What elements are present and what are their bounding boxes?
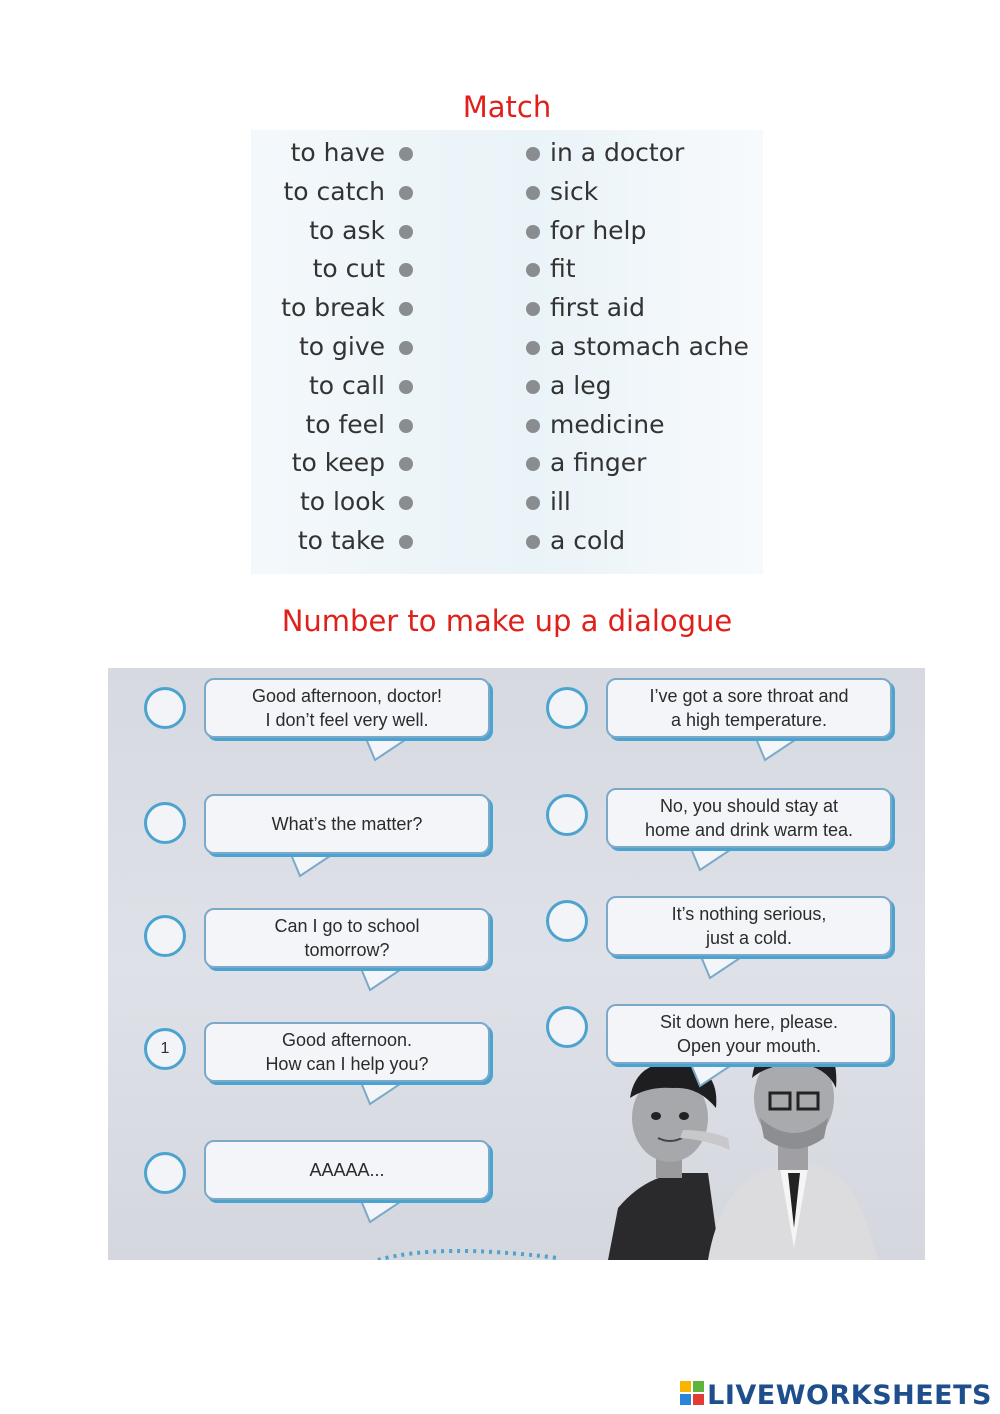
match-right-dot[interactable]	[526, 380, 540, 394]
number-answer-circle[interactable]	[144, 802, 186, 844]
logo-text: LIVEWORKSHEETS	[707, 1380, 992, 1411]
match-left-dot[interactable]	[399, 263, 413, 277]
match-right-phrase: ill	[550, 487, 571, 517]
match-left-phrase: to keep	[291, 448, 385, 478]
speech-tail-icon	[358, 1078, 418, 1108]
number-answer-circle[interactable]	[144, 687, 186, 729]
speech-tail-icon	[358, 1196, 418, 1226]
match-left-dot[interactable]	[399, 302, 413, 316]
match-row	[251, 446, 763, 485]
match-right-phrase: a stomach ache	[550, 332, 749, 361]
liveworksheets-logo	[680, 1380, 992, 1412]
speech-tail-icon	[698, 952, 758, 982]
speech-bubble: Good afternoon. How can I help you?	[204, 1022, 490, 1082]
match-left-dot[interactable]	[399, 186, 413, 200]
match-left-phrase: to ask	[309, 215, 385, 245]
match-left-phrase: to look	[299, 487, 385, 517]
match-left-dot[interactable]	[399, 341, 413, 355]
number-answer-circle[interactable]	[144, 1152, 186, 1194]
match-right-phrase: a leg	[550, 370, 612, 400]
match-left-phrase: to break	[281, 293, 385, 323]
number-answer-circle[interactable]	[546, 900, 588, 942]
match-exercise	[251, 130, 763, 574]
match-left-phrase: to take	[297, 526, 385, 555]
match-row	[251, 485, 763, 524]
match-right-phrase: for help	[550, 215, 647, 245]
speech-bubble: No, you should stay at home and drink warm tea.	[606, 788, 892, 848]
match-right-dot[interactable]	[526, 263, 540, 277]
number-answer-circle[interactable]	[546, 1006, 588, 1048]
speech-bubble: I’ve got a sore throat and a high temperature.	[606, 678, 892, 738]
match-right-phrase: medicine	[550, 409, 665, 439]
match-row	[251, 524, 763, 563]
match-row	[251, 330, 763, 369]
match-left-dot[interactable]	[399, 380, 413, 394]
speech-tail-icon	[753, 734, 813, 764]
match-right-phrase: sick	[550, 176, 599, 206]
speech-bubble: Good afternoon, doctor! I don’t feel very well.	[204, 678, 490, 738]
match-right-phrase: a finger	[550, 448, 647, 478]
match-left-dot[interactable]	[399, 496, 413, 510]
match-left-phrase: to cut	[312, 254, 385, 284]
match-right-dot[interactable]	[526, 535, 540, 549]
match-row	[251, 175, 763, 214]
match-row	[251, 136, 763, 175]
speech-bubble: What’s the matter?	[204, 794, 490, 854]
match-right-dot[interactable]	[526, 341, 540, 355]
match-row	[251, 214, 763, 253]
match-right-phrase: in a doctor	[550, 138, 685, 167]
match-row	[251, 291, 763, 330]
speech-bubble: Sit down here, please. Open your mouth.	[606, 1004, 892, 1064]
speech-tail-icon	[358, 964, 418, 994]
match-left-phrase: to give	[298, 332, 385, 361]
match-row	[251, 252, 763, 291]
speech-bubble: AAAAA...	[204, 1140, 490, 1200]
match-left-dot[interactable]	[399, 535, 413, 549]
dialogue-exercise	[108, 668, 925, 1260]
match-left-dot[interactable]	[399, 147, 413, 161]
number-answer-circle[interactable]	[546, 794, 588, 836]
match-heading: Match	[462, 90, 552, 124]
speech-tail-icon	[363, 734, 423, 764]
dialogue-heading: Number to make up a dialogue	[281, 604, 733, 638]
match-right-dot[interactable]	[526, 419, 540, 433]
number-answer-circle[interactable]: 1	[144, 1028, 186, 1070]
speech-bubble: Can I go to school tomorrow?	[204, 908, 490, 968]
speech-tail-icon	[688, 844, 748, 874]
match-left-phrase: to catch	[283, 176, 385, 206]
match-right-dot[interactable]	[526, 457, 540, 471]
match-right-dot[interactable]	[526, 147, 540, 161]
match-right-dot[interactable]	[526, 496, 540, 510]
match-right-dot[interactable]	[526, 186, 540, 200]
match-right-phrase: first aid	[550, 293, 645, 323]
match-left-dot[interactable]	[399, 225, 413, 239]
match-right-phrase: fit	[550, 254, 576, 284]
logo-blocks-icon	[680, 1381, 704, 1412]
match-row	[251, 369, 763, 408]
patient-figure	[608, 1063, 720, 1260]
match-left-dot[interactable]	[399, 419, 413, 433]
number-answer-circle[interactable]	[546, 687, 588, 729]
match-left-phrase: to have	[290, 138, 385, 167]
speech-bubble: It’s nothing serious, just a cold.	[606, 896, 892, 956]
match-row	[251, 408, 763, 447]
match-right-dot[interactable]	[526, 302, 540, 316]
number-answer-circle[interactable]	[144, 915, 186, 957]
match-right-dot[interactable]	[526, 225, 540, 239]
speech-tail-icon	[288, 850, 348, 880]
match-left-dot[interactable]	[399, 457, 413, 471]
match-left-phrase: to call	[308, 370, 385, 400]
speech-tail-icon	[688, 1060, 748, 1090]
match-left-phrase: to feel	[305, 409, 385, 439]
match-right-phrase: a cold	[550, 526, 626, 555]
